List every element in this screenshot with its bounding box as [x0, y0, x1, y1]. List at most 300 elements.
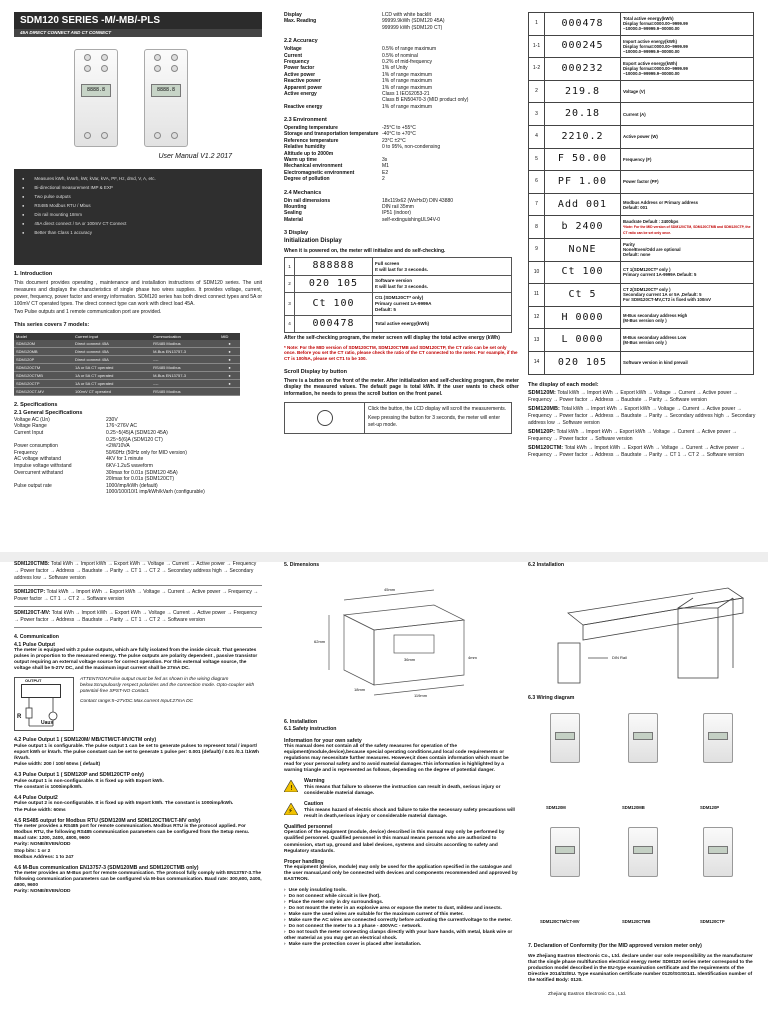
- wiring-diagrams: [528, 705, 760, 933]
- intro-heading: 1. Introduction: [14, 271, 53, 278]
- row-description: Active power (W): [621, 125, 754, 148]
- feature-item: ● Measures kWh, kVarh, kW, kVar, kVA, PF, Hz, dmd, V, A, etc.: [22, 174, 254, 183]
- lcd-cell: [545, 284, 621, 307]
- table-row: [529, 261, 754, 284]
- caution-block: [284, 801, 519, 820]
- spec-key: Frequency: [14, 449, 38, 456]
- lcd-cell: [545, 216, 621, 239]
- model-name: SDM120CT-MV:: [14, 610, 52, 616]
- row-description: Software version It will last for 3 seconds.: [373, 275, 512, 293]
- feature-list: [14, 169, 262, 265]
- row-description: Voltage (V): [621, 80, 754, 103]
- environment-spec-key: Electromagnetic environment: [284, 169, 355, 176]
- communication-panel: [14, 558, 262, 1024]
- display-table-panel: [528, 12, 760, 552]
- ct-note: *Note: For the MID version of SDM120CTM, SDM120CTMB and SDM120CTP, the CT ratio can be set only once.: [623, 224, 751, 235]
- po1-width: Pulse width: 200 / 100/ 60ms ( default): [14, 762, 101, 768]
- table-cell: SDM120M: [14, 340, 73, 348]
- feature-item: ● Better than Class 1 accuracy: [22, 228, 254, 237]
- accuracy-heading: 2.2 Accuracy: [284, 38, 318, 45]
- caution-icon: [284, 801, 304, 820]
- row-number: 4: [285, 315, 295, 333]
- row-description: Power factor (PF): [621, 171, 754, 194]
- lcd-reading: Ct 100: [312, 297, 355, 309]
- lcd-cell: [545, 148, 621, 171]
- rs485-text: The meter provides a RS485 port for remote communication. Modbus RTU is the protocol applied. For Modbus RTU, the following RS485 communication parameters can be configured from the Setup menu.: [14, 824, 250, 836]
- accuracy-spec-value: 1% of Unity: [382, 65, 408, 72]
- table-row: [14, 380, 240, 388]
- spec-value: 230V: [106, 416, 118, 423]
- environment-spec-value: 2: [382, 176, 385, 183]
- row-description: Export active energy(kWh) Display format:0000.00~9999.99 ~10000.0~99999.9~00000.00: [621, 58, 754, 81]
- accuracy-spec-key: Active power: [284, 71, 316, 78]
- dim-label: 62mm: [314, 638, 326, 644]
- safety-bullet: › Do not mount the meter in an explosive area or expose the meter to dust, mildew and insects.: [284, 906, 519, 912]
- environment-spec-value: -25°C to +55°C: [382, 125, 416, 132]
- safety-bullet: › Make sure the AC wires are connected correctly before activating the current/voltage to the meter.: [284, 918, 519, 924]
- installation-wiring-panel: [528, 558, 760, 1024]
- spec-value: 30Imax for 0.01s (SDM120 45A): [106, 469, 178, 476]
- spec-row: [14, 483, 262, 490]
- table-row: [529, 148, 754, 171]
- spec-row: [14, 489, 262, 496]
- model-name: SDM120M:: [528, 390, 558, 397]
- model-display-line: [528, 429, 760, 443]
- dimensions-safety-panel: [284, 558, 519, 1024]
- po1b-constant: The constant is 1000imp/kWh.: [14, 784, 83, 790]
- mechanics-specs: [284, 198, 519, 224]
- meter-lcd: 8888.8: [151, 84, 181, 97]
- manual-title: SDM120 SERIES -M/-MB/-PLS: [14, 12, 262, 29]
- table-cell: SDM120CT-MV: [14, 388, 73, 396]
- display-spec-key: Max. Reading: [284, 18, 317, 25]
- specs-display-panel: [284, 12, 519, 552]
- din-rail-icon: [528, 573, 760, 691]
- lcd-reading: F 50.00: [557, 153, 608, 165]
- model-sequence: Total kWh → Import kWh → Export kWh → Voltage → Current → Active power → Frequency → Power factor → CT 1 → CT 2 → Software version: [14, 589, 259, 602]
- spec-key: [14, 437, 106, 444]
- row-number: 1: [529, 13, 545, 36]
- row-description: Baudrate Default : 2400bps *Note: For the MID version of SDM120CTM, SDM120CTMB and SDM120CTP, the CT ratio can be set only once.: [621, 216, 754, 239]
- proper-handling-heading: Proper handling: [284, 858, 324, 865]
- spec-key: Pulse output rate: [14, 482, 52, 489]
- model-display-line: [14, 558, 262, 586]
- lcd-cell: [545, 261, 621, 284]
- table-cell: [219, 388, 240, 396]
- mechanics-spec-value: DIN rail 35mm: [382, 203, 414, 210]
- table-row: [529, 13, 754, 36]
- meter-lcd: 8888.8: [81, 84, 111, 97]
- po1b-text: Pulse output 1 is non-configurable. It is fixed up with Export kWh.: [14, 778, 164, 784]
- diag-output-label: OUTPUT: [25, 678, 42, 684]
- safety-subheading: Information for your own safety: [284, 737, 362, 744]
- model-display-line: [528, 390, 760, 404]
- row-description: Total active energy(kWh): [373, 315, 512, 333]
- spec-row: [14, 443, 262, 450]
- qualified-personnel-text: Operation of the equipment (module, device) described in this manual may only be performed by qualified personnel. Qualified personnel in this manual means persons who are authorized to commission, start up, ground and label devices, systems and circuits according to safety and Regulatory standards.: [284, 830, 505, 854]
- lcd-cell: [545, 193, 621, 216]
- table-cell: ----: [151, 380, 219, 388]
- table-cell: M-Bus EN13757-3: [151, 348, 219, 356]
- row-description: Full screen It will last for 3 seconds.: [373, 258, 512, 276]
- pulse-text: The meter is equipped with 2 pulse outputs, which are fully isolated from the inside circuit. That generates pulses in proportion to the measured energy. The pulse outputs are polarity dependent , passive transistor output requiring an external voltage source for correct operation. For this external voltage source, the voltage shall be 5-27V DC, and the maximum input current shall be 27mA DC.: [14, 648, 258, 672]
- spec-row: [14, 450, 262, 457]
- dim-label: 45mm: [384, 586, 396, 592]
- display-spec-key: Display: [284, 12, 302, 18]
- mbus-heading: 4.6 M-Bus communication EN13757-3 (SDM120MB and SDM120CTMB only): [14, 864, 199, 871]
- spec-value: 4KV for 1 minute: [106, 456, 144, 463]
- display-spec-key: [284, 25, 382, 31]
- table-cell: ●: [219, 372, 240, 380]
- accuracy-spec-key: Power factor: [284, 65, 315, 72]
- display-spec-value: 99999.9kWh (SDM120 45A): [382, 18, 445, 25]
- table-row: [529, 306, 754, 329]
- table-cell: Direct connect 45A: [73, 340, 151, 348]
- row-number: 12: [529, 306, 545, 329]
- table-cell: SDM120CTMB: [14, 372, 73, 380]
- row-description: Parity None/Even/Odd are optional Default: none: [621, 238, 754, 261]
- safety-bullet: › Make sure the used wires are suitable for the maximum current of this meter.: [284, 912, 519, 918]
- model-name: SDM120CTM:: [528, 445, 565, 452]
- model-sequence: Total kWh → Import kWh → Export kWh → Voltage → Current → Active power → Frequency → Power factor → Software version: [528, 429, 737, 443]
- spec-value: 20Imax for 0.01s (SDM120CT): [106, 476, 175, 483]
- installation-heading: 6. Installation: [284, 718, 318, 725]
- display-spec-value: LCD with white backlit: [382, 12, 431, 18]
- row-number: 13: [529, 329, 545, 352]
- wiring-meter: [703, 827, 733, 877]
- safety-bullet: › Place the meter only in dry surroundings.: [284, 900, 519, 906]
- mechanics-spec-value: 18x119x62 (WxHxD) DIN 43880: [382, 197, 454, 204]
- table-row: [14, 356, 240, 364]
- intro-text: This document provides operating , maintenance and installation instructions of SDM120 series. The unit measures and displays the characteristics of single phase two wires supplies. It provides voltage, current, power, frequency, power factor and energy information. SDM120 series has both direct connect types and 5A or 100mV CT operated types. The direct connect type can work with direct load 45A.: [14, 280, 262, 307]
- accuracy-spec-key: Frequency: [284, 58, 310, 65]
- lcd-cell: [545, 351, 621, 374]
- table-cell: ●: [219, 356, 240, 364]
- model-display-heading: The display of each model:: [528, 381, 599, 388]
- spec-key: [14, 489, 106, 496]
- lcd-reading: 000245: [561, 40, 604, 52]
- table-cell: 1A or 5A CT operated: [73, 364, 151, 372]
- table-cell: SDM120MB: [14, 348, 73, 356]
- environment-spec-key: Mechanical environment: [284, 163, 343, 170]
- po2-text: Pulse output 2 is non-configurable. It is fixed up with Import kWh. The constant is 1000imp/kWh.: [14, 801, 234, 807]
- table-row: [529, 329, 754, 352]
- declaration-text: We Zhejiang Eastron Electronic Co., Ltd. declare under our sole responsibility as the manufacturer that the single phase multifunction electrical energy meter SDM120 series meter correspond to the production model described in the EU-type examination certificate and the requirements of the Directive 2014/32/EU. Type examination certificate number 0120/SGS0141. Identification number of the Notified Body: 0120.: [528, 953, 753, 983]
- lcd-cell: [545, 306, 621, 329]
- table-cell: ●: [219, 364, 240, 372]
- po2-width: The Pulse width: 60ms: [14, 807, 66, 813]
- table-cell: ●: [219, 380, 240, 388]
- din-rail-label: DIN Rail: [612, 654, 627, 660]
- spec-value: 6KV-1.2uS waveform: [106, 463, 153, 470]
- table-row: [529, 284, 754, 307]
- spec-subheading: 2.1 General Specifications: [14, 409, 83, 416]
- lcd-cell: [545, 103, 621, 126]
- table-row: [14, 340, 240, 348]
- declaration-heading: 7. Declaration of Conformity (for the MID approved version meter only): [528, 943, 702, 949]
- row-description: Import active energy(kWh) Display format:0000.00~9999.99 ~10000.0~99999.9~00000.00: [621, 35, 754, 58]
- spec-key: Voltage Range: [14, 423, 47, 430]
- accuracy-spec-value: Class 1 IEC62053-21: [382, 90, 430, 97]
- row-number: 1-1: [529, 35, 545, 58]
- mechanics-spec-key: Mounting: [284, 203, 307, 210]
- table-cell: SDM120CTP: [14, 380, 73, 388]
- spec-key: Voltage AC (Un): [14, 416, 50, 423]
- model-display-line: [528, 406, 760, 427]
- spec-value: 1000/100/10/1 imp/kWh/kVarh (configurable): [106, 489, 205, 496]
- table-cell: RS485 Modbus: [151, 364, 219, 372]
- row-description: Ct1 (SDM120CT* only) Primary current 1A-9999A Default: 5: [373, 293, 512, 315]
- lcd-reading: PF 1.00: [557, 175, 608, 187]
- wiring-caption: SDM120P: [700, 805, 720, 810]
- warning-text: This means that failure to observe the instruction can result in death, serious injury or considerable material damage.: [304, 784, 501, 797]
- init-heading: Initialization Display: [284, 238, 342, 245]
- table-cell: ●: [219, 348, 240, 356]
- table-row: [529, 193, 754, 216]
- environment-spec-value: -40°C to +70°C: [382, 131, 416, 138]
- environment-specs: [284, 125, 519, 183]
- mbus-parity: Parity: NONE/EVEN/ODD: [14, 889, 71, 895]
- table-row: [529, 351, 754, 374]
- lcd-reading: Ct 5: [568, 288, 597, 300]
- svg-text:⚡: ⚡: [288, 807, 293, 816]
- spec-row: [14, 417, 262, 424]
- row-number: 4: [529, 125, 545, 148]
- lcd-reading: Ct 100: [561, 266, 604, 278]
- spec-row: [14, 423, 262, 430]
- display-spec-row: [284, 25, 519, 31]
- safety-bullet-list: [284, 888, 519, 948]
- spec-row: [14, 470, 262, 477]
- row-description: CT 1(SDM120CT* only ) Primary current 1A-9999A Default: 5: [621, 261, 754, 284]
- model-sequence: Total kWh → Import kWh → Export kWh → Voltage → Current → Active power → Frequency → Power factor → Address → Baudrate → Parity → Secondary address high → Secondary address low → Software version: [528, 406, 756, 427]
- accuracy-specs: [284, 46, 519, 110]
- wiring-caption: SDM120MB: [622, 805, 645, 810]
- wiring-caption: SDM120CTMB: [622, 919, 651, 924]
- accuracy-spec-value: 1% of range maximum: [382, 71, 433, 78]
- pulse-heading: 4.1 Pulse Output: [14, 641, 55, 648]
- spec-key: Power consumption: [14, 443, 58, 450]
- scroll-box-hold: Keep pressing the button for 3 seconds, the meter will enter set-up mode.: [368, 415, 501, 428]
- display-pages-table: [528, 12, 754, 375]
- safety-text: This manual does not contain all of the safety measures for operation of the equipment(module,device),because special operating conditions,and local code requirements or regulations may necessitate further measures. However,it does contain information which must be read for your personal safety and to avoid material damages.This information is highlighted by a warning triangle and is represented as follows, depending on the degree of potential danger.: [284, 744, 509, 774]
- table-row: [285, 275, 512, 293]
- feature-item: ● Din rail mounting 18mm: [22, 210, 254, 219]
- lcd-cell: [545, 80, 621, 103]
- accuracy-spec-key: Voltage: [284, 46, 302, 53]
- spec-value: 0.25~5(45)A (SDM120 45A): [106, 430, 168, 437]
- after-text: After the self-checking program, the meter screen will display the total active energy (kWh): [284, 335, 500, 342]
- lcd-cell: [295, 293, 373, 315]
- lcd-reading: 219.8: [564, 85, 601, 97]
- environment-heading: 2.3 Environment: [284, 117, 327, 124]
- table-cell: M-Bus EN13757-3: [151, 372, 219, 380]
- table-cell: 100mV CT operated: [73, 388, 151, 396]
- lcd-cell: [545, 238, 621, 261]
- lcd-reading: Add 001: [557, 198, 608, 210]
- dimensions-heading: 5. Dimensions: [284, 562, 320, 568]
- lcd-reading: 20.18: [564, 108, 601, 120]
- wiring-caption: SDM120CTP: [700, 919, 725, 924]
- table-row: [285, 258, 512, 276]
- po1-text: Pulse output 1 is configurable. The pulse output 1 can be set to generate pulses to represent total / import/ export kWh or kVarh. The pulse constant can be set to generate 1 pulse per: 0.001 (default) / 0.01 /0.1 /1kWh /kVarh.: [14, 743, 259, 762]
- accuracy-spec-row: [284, 104, 519, 110]
- model-name: SDM120CTMB:: [14, 561, 51, 567]
- environment-spec-key: Operating temperature: [284, 125, 338, 132]
- accuracy-spec-key: Apparent power: [284, 84, 323, 91]
- table-row: [529, 80, 754, 103]
- models-col-header: Model: [14, 333, 73, 340]
- rs485-param: Stop bits: 1 or 2: [14, 848, 51, 854]
- mechanics-spec-key: Material: [284, 216, 303, 223]
- table-row: [285, 293, 512, 315]
- lcd-reading: 020 105: [557, 356, 608, 368]
- row-description: Current (A): [621, 103, 754, 126]
- table-row: [14, 364, 240, 372]
- spec-key: Current Input: [14, 430, 44, 437]
- dimension-drawing-icon: [284, 575, 519, 715]
- table-cell: ----: [151, 356, 219, 364]
- company-name: Zhejiang Eastron Electronic Co., Ltd.: [548, 991, 627, 997]
- install-heading: 6.2 Installation: [528, 562, 565, 568]
- table-row: [529, 58, 754, 81]
- environment-spec-row: [284, 176, 519, 182]
- circuit-icon: [15, 678, 75, 732]
- rs485-param: Parity: NONE/EVEN/ODD: [14, 842, 71, 848]
- table-cell: SDM120P: [14, 356, 73, 364]
- models-col-header: MID: [219, 333, 240, 340]
- lcd-cell: [295, 258, 373, 276]
- accuracy-spec-value: 0.5% of range maximum: [382, 46, 437, 53]
- rs485-param: Modbus Address: 1 to 247: [14, 854, 74, 860]
- scroll-text: There is a button on the front of the meter. After initialization and self-checking program, the meter display the measured values. The default page is total kWh. If the user wants to check other information, he needs to press the scroll button on the front panel.: [284, 377, 519, 398]
- table-cell: ●: [219, 340, 240, 348]
- lcd-reading: 020 105: [308, 277, 359, 289]
- mechanics-spec-key: Din rail dimensions: [284, 197, 331, 204]
- spec-key: Impulse voltage withstand: [14, 463, 72, 470]
- init-display-table: [284, 257, 512, 333]
- display-heading: 3 Display: [284, 230, 309, 237]
- row-number: 8: [529, 216, 545, 239]
- table-cell: Direct connect 45A: [73, 348, 151, 356]
- dim-label: 4mm: [468, 654, 477, 660]
- environment-spec-key: Reference temperature: [284, 137, 339, 144]
- lcd-reading: 000478: [561, 17, 604, 29]
- model-sequence: Total kWh → Import kWh → Export kWh → Voltage → Current → Active power → Frequency → Power factor → Address → Baudrate → Parity → CT 1 → CT 2 → Secondary address high → Secondary address low → Software version: [14, 561, 257, 581]
- rs485-params: [14, 836, 262, 860]
- row-number: 5: [529, 148, 545, 171]
- environment-spec-key: Degree of pollution: [284, 176, 330, 183]
- models-table: [14, 333, 240, 396]
- row-description: Software version in kind prevail: [621, 351, 754, 374]
- row-number: 1: [285, 258, 295, 276]
- diag-u-label: Uaux: [41, 720, 54, 727]
- wiring-meter: [628, 713, 658, 763]
- row-number: 9: [529, 238, 545, 261]
- table-row: [14, 372, 240, 380]
- intro-text-2: Two Pulse outputs and 1 remote communication port are provided.: [14, 309, 162, 316]
- environment-spec-value: 3s: [382, 157, 388, 164]
- model-display-line: [528, 445, 760, 459]
- proper-handling-text: The equipment (device, module) may only be used for the application specified in the catalogue and the user manual,and only be connected with devices and components recommended and approved by EASTRON.: [284, 865, 518, 883]
- dim-label: 36mm: [404, 656, 416, 662]
- din-rail-drawing: [528, 573, 760, 691]
- mechanics-spec-value: IP51 (indoor): [382, 210, 411, 217]
- scroll-box-click: Click the button, the LCD display will scroll the measurements.: [368, 405, 507, 412]
- row-number: 2: [285, 275, 295, 293]
- spec-list: [14, 417, 262, 496]
- accuracy-spec-key: Current: [284, 52, 303, 59]
- feature-item: ● RS485 Modbus RTU / Mbus: [22, 201, 254, 210]
- table-row: [529, 35, 754, 58]
- svg-text:!: !: [290, 784, 293, 793]
- table-row: [529, 238, 754, 261]
- wiring-meter: [550, 827, 580, 877]
- spec-row: [14, 463, 262, 470]
- feature-item: ● Bi-directional measurement IMP & EXP: [22, 183, 254, 192]
- model-sequence: Total kWh → Import kWh → Export kWh → Voltage → Current → Active power → Frequency → Power factor → Address → Baudrate → Parity → CT 1 → CT 2 → Software version: [528, 445, 746, 459]
- row-description: CT 2(SDM120CT* only ) Secondary current 1A or 5A ,Default: 5 For SDM120CT-MV,CT2 is fixed with 100mV: [621, 284, 754, 307]
- pulse-attention: ATTENTION:Pulse output must be fed as shown in the wiring diagram below.Scrupulously respect polarities and the connection mode. Opto-coupler with potential-free SPST-NO Contact.: [80, 677, 255, 695]
- communication-heading: 4. Communication: [14, 634, 59, 640]
- environment-spec-value: M1: [382, 163, 389, 170]
- row-number: 1-2: [529, 58, 545, 81]
- lcd-reading: 000478: [312, 317, 355, 329]
- environment-spec-key: Altitude up to 2000m: [284, 150, 334, 157]
- spec-row: [14, 476, 262, 483]
- po1b-heading: 4.3 Pulse Output 1 ( SDM120P and SDM120CTP only): [14, 772, 144, 779]
- dimension-drawing: [284, 575, 519, 715]
- pulse-contact: Contact range:5~27VDC.Max.current Input:27mA DC: [80, 699, 194, 705]
- row-description: Modbus Address or Primary address Default: 001: [621, 193, 754, 216]
- safety-bullet: › Do not touch the meter connecting clamps directly with your bare hands, with metal, blank wire or other material as you may get an electrical shock.: [284, 930, 519, 942]
- meter-image-right: [144, 49, 188, 147]
- lcd-cell: [295, 275, 373, 293]
- accuracy-spec-value: 1% of range maximum: [382, 84, 433, 91]
- row-number: 11: [529, 284, 545, 307]
- warning-title: Warning: [304, 778, 325, 785]
- table-cell: SDM120CTM: [14, 364, 73, 372]
- models-heading: This series covers 7 models:: [14, 322, 90, 329]
- row-number: 14: [529, 351, 545, 374]
- warning-icon: [284, 778, 304, 797]
- mechanics-spec-key: Sealing: [284, 210, 302, 217]
- caution-text: This means hazard of electric shock and failure to take the necessary safety precautions will result in death,serious injury or considerable material damage.: [304, 807, 515, 819]
- lcd-reading: 2210.2: [561, 130, 604, 142]
- spec-row: [14, 456, 262, 463]
- scroll-button-icon: [285, 403, 365, 433]
- lcd-cell: [545, 58, 621, 81]
- lcd-cell: [295, 315, 373, 333]
- lcd-cell: [545, 35, 621, 58]
- row-number: 7: [529, 193, 545, 216]
- accuracy-spec-value: 0.2% of mid-frequency: [382, 58, 433, 65]
- table-cell: RS485 Modbus: [151, 340, 219, 348]
- feature-item: ● Two pulse outputs: [22, 192, 254, 201]
- environment-spec-value: 0 to 95%, non-condensing: [382, 144, 441, 151]
- wiring-meter: [550, 713, 580, 763]
- row-number: 3: [529, 103, 545, 126]
- models-col-header: Communication: [151, 333, 219, 340]
- scroll-heading: Scroll Display by button: [284, 368, 347, 375]
- rs485-param: Baud rate: 1200, 2400, 4800, 9600: [14, 836, 90, 842]
- display-specs: [284, 12, 519, 31]
- accuracy-spec-value: 1% of range maximum: [382, 103, 433, 110]
- table-cell: RS485 Modbus: [151, 388, 219, 396]
- feature-item: ● 45A direct connect / 5A or 100mV CT Connect: [22, 219, 254, 228]
- table-cell: 1A or 5A CT operated: [73, 380, 151, 388]
- model-name: SDM120MB:: [528, 406, 562, 413]
